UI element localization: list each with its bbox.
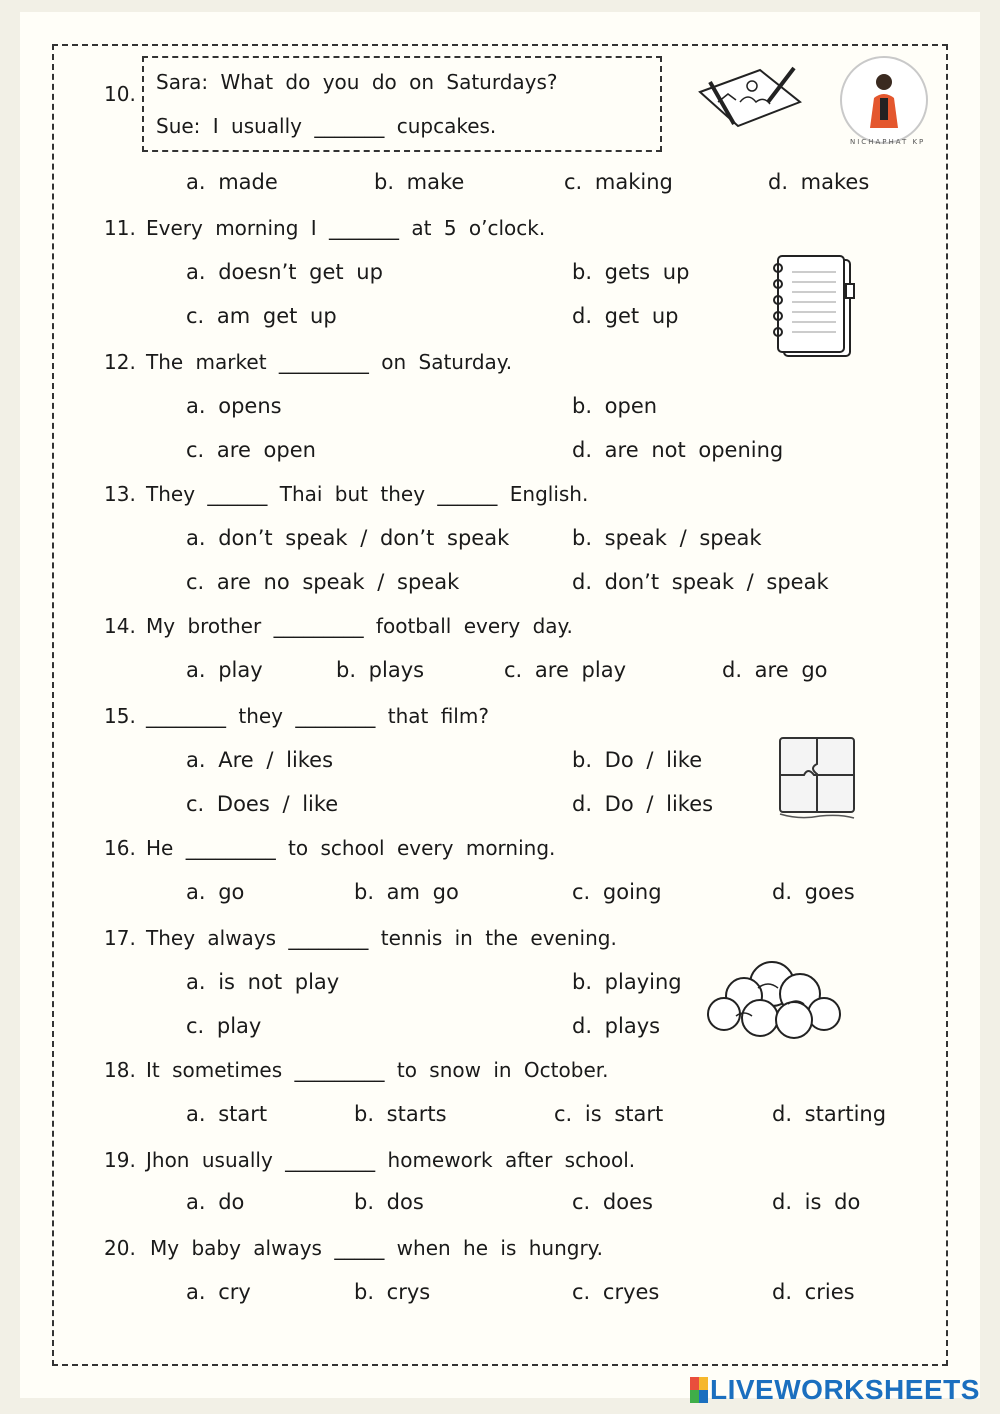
question-text-13: They ______ Thai but they ______ English. [146, 482, 589, 506]
question-number-11: 11. [104, 216, 136, 240]
option-12b[interactable]: b. open [572, 394, 658, 418]
question-number-14: 14. [104, 614, 136, 638]
question-text-11: Every morning I _______ at 5 o’clock. [146, 216, 546, 240]
option-11b[interactable]: b. gets up [572, 260, 690, 284]
question-text-14: My brother _________ football every day. [146, 614, 573, 638]
option-15a[interactable]: a. Are / likes [186, 748, 334, 772]
option-19d[interactable]: d. is do [772, 1190, 861, 1214]
option-17d[interactable]: d. plays [572, 1014, 661, 1038]
dialog-line-sara: Sara: What do you do on Saturdays? [156, 70, 558, 94]
option-12d[interactable]: d. are not opening [572, 438, 784, 462]
option-10d[interactable]: d. makes [768, 170, 870, 194]
option-20c[interactable]: c. cryes [572, 1280, 660, 1304]
option-11c[interactable]: c. am get up [186, 304, 337, 328]
option-12c[interactable]: c. are open [186, 438, 316, 462]
question-number-15: 15. [104, 704, 136, 728]
option-10c[interactable]: c. making [564, 170, 673, 194]
option-16d[interactable]: d. goes [772, 880, 855, 904]
option-18b[interactable]: b. starts [354, 1102, 447, 1126]
option-14b[interactable]: b. plays [336, 658, 425, 682]
question-text-16: He _________ to school every morning. [146, 836, 556, 860]
option-18a[interactable]: a. start [186, 1102, 268, 1126]
question-number-10: 10. [104, 82, 136, 106]
option-19b[interactable]: b. dos [354, 1190, 424, 1214]
question-number-19: 19. [104, 1148, 136, 1172]
option-14c[interactable]: c. are play [504, 658, 626, 682]
option-11d[interactable]: d. get up [572, 304, 679, 328]
option-19c[interactable]: c. does [572, 1190, 653, 1214]
option-18c[interactable]: c. is start [554, 1102, 664, 1126]
option-20d[interactable]: d. cries [772, 1280, 855, 1304]
question-number-17: 17. [104, 926, 136, 950]
question-number-20: 20. [104, 1236, 136, 1260]
logo-arc-text: NICHAPHAT KP [850, 138, 926, 146]
option-14a[interactable]: a. play [186, 658, 263, 682]
drawing-paper-icon [690, 62, 810, 132]
option-18d[interactable]: d. starting [772, 1102, 887, 1126]
teacher-avatar-icon [842, 58, 926, 142]
dialog-line-sue: Sue: I usually _______ cupcakes. [156, 114, 497, 138]
option-13b[interactable]: b. speak / speak [572, 526, 762, 550]
option-10a[interactable]: a. made [186, 170, 278, 194]
option-15b[interactable]: b. Do / like [572, 748, 703, 772]
option-13d[interactable]: d. don’t speak / speak [572, 570, 829, 594]
option-12a[interactable]: a. opens [186, 394, 282, 418]
option-16c[interactable]: c. going [572, 880, 662, 904]
option-16b[interactable]: b. am go [354, 880, 459, 904]
option-11a[interactable]: a. doesn’t get up [186, 260, 383, 284]
question-text-12: The market _________ on Saturday. [146, 350, 513, 374]
liveworksheets-brand[interactable] [690, 1373, 980, 1407]
option-17a[interactable]: a. is not play [186, 970, 340, 994]
question-number-13: 13. [104, 482, 136, 506]
question-text-17: They always ________ tennis in the evening. [146, 926, 617, 950]
option-15c[interactable]: c. Does / like [186, 792, 339, 816]
option-10b[interactable]: b. make [374, 170, 465, 194]
option-17b[interactable]: b. playing [572, 970, 682, 994]
cloud-icon [700, 954, 852, 1042]
question-text-15: ________ they ________ that film? [146, 704, 489, 728]
option-20b[interactable]: b. crys [354, 1280, 431, 1304]
question-number-16: 16. [104, 836, 136, 860]
liveworksheets-logo-icon [690, 1377, 708, 1403]
option-13a[interactable]: a. don’t speak / don’t speak [186, 526, 510, 550]
option-16a[interactable]: a. go [186, 880, 245, 904]
liveworksheets-text: LIVEWORKSHEETS [710, 1374, 980, 1405]
option-17c[interactable]: c. play [186, 1014, 262, 1038]
puzzle-icon [774, 734, 860, 820]
option-13c[interactable]: c. are no speak / speak [186, 570, 460, 594]
question-number-12: 12. [104, 350, 136, 374]
notebook-icon [770, 254, 858, 362]
teacher-logo [840, 56, 928, 144]
question-text-20: My baby always _____ when he is hungry. [150, 1236, 604, 1260]
question-text-18: It sometimes _________ to snow in October. [146, 1058, 609, 1082]
option-15d[interactable]: d. Do / likes [572, 792, 714, 816]
option-19a[interactable]: a. do [186, 1190, 245, 1214]
question-number-18: 18. [104, 1058, 136, 1082]
question-text-19: Jhon usually _________ homework after school. [146, 1148, 636, 1172]
option-20a[interactable]: a. cry [186, 1280, 251, 1304]
option-14d[interactable]: d. are go [722, 658, 828, 682]
